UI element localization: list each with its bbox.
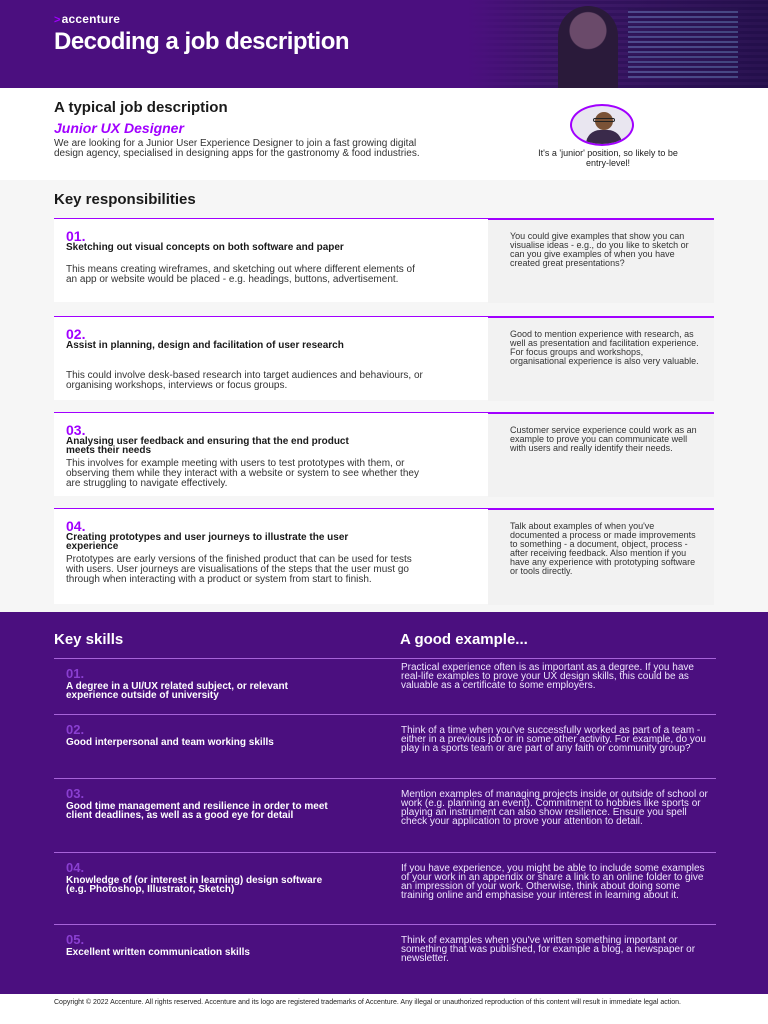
skill-item bbox=[54, 714, 716, 776]
responsibility-title: Analysing user feedback and ensuring that the end product meets their needs bbox=[66, 436, 349, 456]
responsibility-tip bbox=[488, 509, 714, 605]
responsibility-item bbox=[54, 412, 714, 496]
responsibility-number: 04. bbox=[66, 518, 86, 534]
header-banner bbox=[0, 0, 768, 88]
footer bbox=[0, 994, 768, 1024]
skill-item bbox=[54, 778, 716, 850]
responsibilities-section bbox=[0, 180, 768, 612]
job-summary: We are looking for a Junior User Experience Designer to join a fast growing digital design agency, specialised in designing apps for the gastronomy & food industries. bbox=[54, 138, 420, 159]
intro-heading: A typical job description bbox=[54, 99, 228, 116]
skill-example: Think of examples when you've written something important or something that was published, for example a blog, a newspaper or newsletter. bbox=[401, 935, 696, 964]
junior-note: It's a 'junior' position, so likely to be entry-level! bbox=[538, 148, 678, 168]
skill-example: If you have experience, you might be able to include some examples of your work in an appendix or share a link to an online folder to give an impression of your work. Otherwise, think about doing some training online and emphasise your interest in learning about it. bbox=[401, 863, 705, 901]
examples-heading: A good example... bbox=[400, 631, 528, 648]
skill-item bbox=[54, 924, 716, 986]
skill-example: Think of a time when you've successfully worked as part of a team - either in a previous job or in some other activity. For example, do you play in a sports team or are part of any faith or community group? bbox=[401, 725, 706, 754]
copyright-text: Copyright © 2022 Accenture. All rights reserved. Accenture and its logo are registered trademarks of Accenture. Any illegal or unauthorized reproduction of this content will result in immediate legal action. bbox=[54, 999, 681, 1006]
skill-title: Good interpersonal and team working skills bbox=[66, 737, 274, 748]
responsibility-tip bbox=[488, 317, 714, 401]
responsibility-tip bbox=[488, 219, 714, 303]
intro-section bbox=[0, 88, 768, 180]
responsibility-item bbox=[54, 316, 714, 400]
skill-item bbox=[54, 658, 716, 720]
responsibility-title: Creating prototypes and user journeys to illustrate the user experience bbox=[66, 532, 349, 552]
skill-title: Good time management and resilience in order to meet client deadlines, as well as a good eye for detail bbox=[66, 801, 328, 821]
brand-name: accenture bbox=[61, 12, 121, 26]
responsibility-title: Sketching out visual concepts on both software and paper bbox=[66, 242, 344, 253]
skill-number: 05. bbox=[66, 932, 85, 947]
responsibility-number: 02. bbox=[66, 326, 86, 342]
header-photo bbox=[468, 0, 768, 88]
responsibility-description: This could involve desk-based research into target audiences and behaviours, or organising workshops, interviews or focus groups. bbox=[66, 370, 423, 391]
responsibility-number: 01. bbox=[66, 228, 86, 244]
responsibility-description: This means creating wireframes, and sketching out where different elements of an app or website would be placed - e.g. headings, buttons, advertisement. bbox=[66, 264, 415, 285]
responsibility-tip bbox=[488, 413, 714, 497]
responsibility-tip-text: Good to mention experience with research, as well as presentation and facilitation experience. For focus groups and workshops, organisational experience is also very valuable. bbox=[510, 329, 699, 366]
responsibilities-heading: Key responsibilities bbox=[54, 191, 196, 208]
skill-number: 01. bbox=[66, 666, 85, 681]
skill-number: 02. bbox=[66, 722, 85, 737]
skill-title: Excellent written communication skills bbox=[66, 947, 250, 958]
page-title: Decoding a job description bbox=[54, 28, 350, 55]
brand-logo bbox=[54, 12, 120, 26]
skill-example: Practical experience often is as important as a degree. If you have real-life examples to prove your UX design skills, this could be as valuable as a certificate to some employers. bbox=[401, 662, 694, 691]
responsibility-tip-text: You could give examples that show you can visualise ideas - e.g., do you like to sketch or can you give examples of when you have created great presentations? bbox=[510, 231, 689, 268]
responsibility-description: This involves for example meeting with users to test prototypes with them, or observing them while they interact with a website or system to see whether they are struggling to navigate effectively. bbox=[66, 458, 419, 489]
responsibility-title: Assist in planning, design and facilitation of user research bbox=[66, 340, 344, 351]
skills-section bbox=[0, 612, 768, 994]
screen-illustration bbox=[628, 8, 738, 78]
skill-number: 04. bbox=[66, 860, 85, 875]
skill-number: 03. bbox=[66, 786, 85, 801]
skills-heading: Key skills bbox=[54, 631, 124, 648]
avatar-icon bbox=[570, 104, 634, 146]
responsibility-tip-text: Talk about examples of when you've documented a process or made improvements to something - a document, object, process - after receiving feedback. Also mention if you have any experience with prototyping software or tools directly. bbox=[510, 521, 696, 576]
responsibility-tip-text: Customer service experience could work as an example to prove you can communicate well with users and really identify their needs. bbox=[510, 425, 697, 453]
skill-example: Mention examples of managing projects inside or outside of school or work (e.g. planning an event). Commitment to hobbies like sports or playing an instrument can also show resilience. Ensure you spell check your application to prove your attention to detail. bbox=[401, 789, 708, 827]
person-illustration bbox=[558, 6, 618, 88]
responsibility-item bbox=[54, 508, 714, 604]
responsibility-item bbox=[54, 218, 714, 302]
skill-title: Knowledge of (or interest in learning) design software (e.g. Photoshop, Illustrator, Sketch) bbox=[66, 875, 323, 895]
brand-mark-icon: > bbox=[54, 14, 61, 26]
responsibility-number: 03. bbox=[66, 422, 86, 438]
job-role: Junior UX Designer bbox=[54, 120, 184, 136]
skill-item bbox=[54, 852, 716, 922]
responsibility-description: Prototypes are early versions of the finished product that can be used for tests with users. User journeys are visualisations of the steps that the user must go through when interacting with a product or system from start to finish. bbox=[66, 554, 412, 585]
skill-title: A degree in a UI/UX related subject, or relevant experience outside of university bbox=[66, 681, 288, 701]
